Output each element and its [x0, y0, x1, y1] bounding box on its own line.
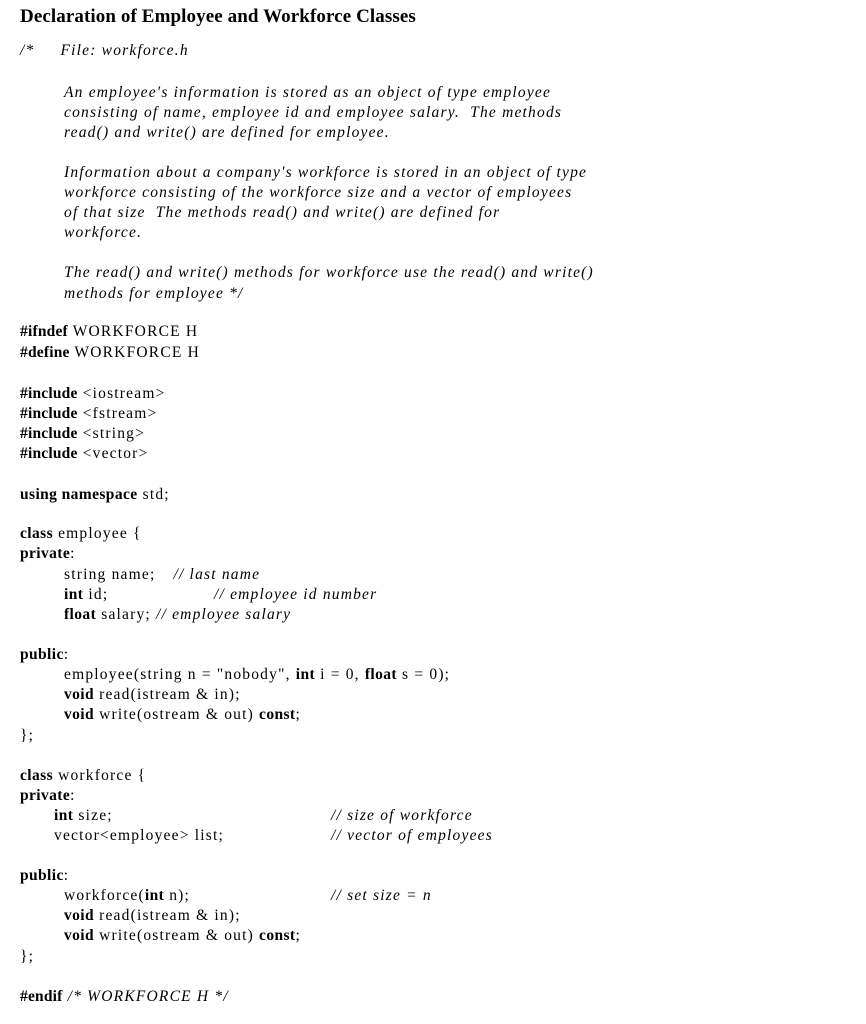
- comment-file-line: /* File: workforce.h: [20, 42, 189, 59]
- employee-class-close: };: [20, 727, 35, 744]
- using-line: using namespace std;: [20, 486, 170, 503]
- workforce-public-label: public:: [20, 867, 70, 884]
- employee-member-name: string name; // last name: [64, 566, 261, 583]
- comment-line: consisting of name, employee id and employee salary. The methods: [64, 104, 563, 121]
- workforce-member-list: vector<employee> list;: [54, 827, 224, 844]
- employee-private-label: private:: [20, 545, 76, 562]
- workforce-class-close: };: [20, 948, 35, 965]
- workforce-write-method: void write(ostream & out) const;: [64, 927, 302, 944]
- comment-line: The read() and write() methods for workforce use the read() and write(): [64, 264, 594, 281]
- workforce-member-size-comment: // size of workforce: [331, 807, 473, 824]
- employee-member-salary: float salary; // employee salary: [64, 606, 292, 623]
- comment-line: read() and write() are defined for employee.: [64, 124, 390, 141]
- employee-class-head: class employee {: [20, 525, 142, 542]
- comment-line: An employee's information is stored as an object of type employee: [64, 84, 552, 101]
- employee-member-id-comment: // employee id number: [214, 586, 378, 603]
- employee-member-id: int id;: [64, 586, 109, 603]
- workforce-private-label: private:: [20, 787, 76, 804]
- define-line: #define WORKFORCE H: [20, 344, 201, 361]
- employee-public-label: public:: [20, 646, 70, 663]
- workforce-constructor-comment: // set size = n: [331, 887, 432, 904]
- employee-constructor: employee(string n = "nobody", int i = 0, float s = 0);: [64, 666, 451, 683]
- endif-line: #endif /* WORKFORCE H */: [20, 988, 229, 1005]
- comment-line: Information about a company's workforce is stored in an object of type: [64, 164, 588, 181]
- include-line: #include <vector>: [20, 445, 149, 462]
- employee-read-method: void read(istream & in);: [64, 686, 241, 703]
- comment-line: workforce.: [64, 224, 143, 241]
- employee-write-method: void write(ostream & out) const;: [64, 706, 302, 723]
- workforce-class-head: class workforce {: [20, 767, 147, 784]
- page-title: Declaration of Employee and Workforce Classes: [20, 6, 416, 27]
- include-line: #include <fstream>: [20, 405, 158, 422]
- comment-line: of that size The methods read() and write() are defined for: [64, 204, 501, 221]
- comment-line: workforce consisting of the workforce size and a vector of employees: [64, 184, 573, 201]
- include-line: #include <iostream>: [20, 385, 166, 402]
- ifndef-line: #ifndef WORKFORCE H: [20, 323, 199, 340]
- workforce-member-size: int size;: [54, 807, 113, 824]
- include-line: #include <string>: [20, 425, 146, 442]
- workforce-constructor: workforce(int n);: [64, 887, 191, 904]
- workforce-member-list-comment: // vector of employees: [331, 827, 493, 844]
- workforce-read-method: void read(istream & in);: [64, 907, 241, 924]
- comment-line: methods for employee */: [64, 285, 244, 302]
